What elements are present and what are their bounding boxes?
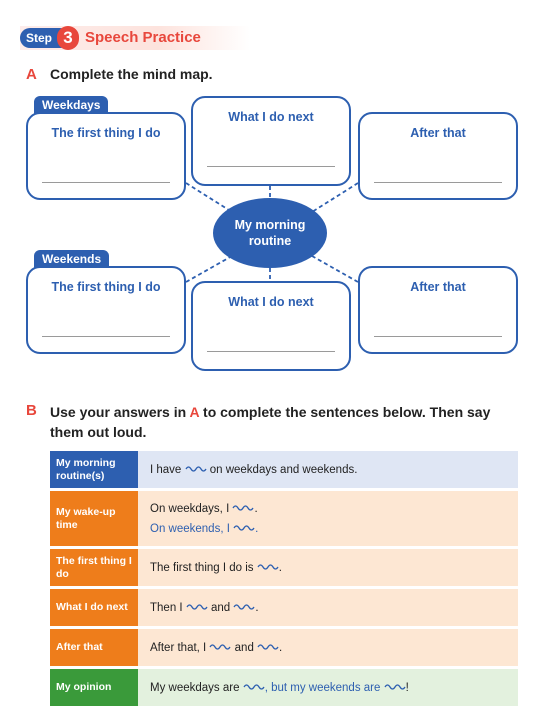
weekends-next-box[interactable] <box>191 281 351 371</box>
table-row <box>50 629 518 666</box>
row-label: What I do next <box>50 589 138 626</box>
row-sentence: On weekdays, I . On weekends, I . <box>138 491 518 546</box>
step-number: 3 <box>57 26 79 50</box>
row-label: The first thing I do <box>50 549 138 586</box>
row-sentence: My weekdays are , but my weekends are ! <box>138 669 518 706</box>
blank-wave-icon[interactable] <box>233 524 255 532</box>
row-sentence: The first thing I do is . <box>138 549 518 586</box>
box-title: The first thing I do <box>51 126 161 140</box>
box-title: What I do next <box>228 110 314 124</box>
table-row <box>50 451 518 488</box>
instruction-ref: A <box>189 404 200 420</box>
weekdays-next-box[interactable] <box>191 96 351 186</box>
blank-wave-icon[interactable] <box>233 603 255 611</box>
answer-line <box>374 336 502 337</box>
box-title: What I do next <box>228 295 314 309</box>
section-title: Speech Practice <box>85 29 201 46</box>
weekends-first-box[interactable] <box>26 266 186 354</box>
answer-line <box>207 351 335 352</box>
blank-wave-icon[interactable] <box>384 683 406 691</box>
weekdays-first-box[interactable] <box>26 112 186 200</box>
blank-wave-icon[interactable] <box>186 603 208 611</box>
section-b-letter: B <box>26 402 37 419</box>
answer-line <box>42 336 170 337</box>
instruction-line2: them out loud. <box>50 424 147 440</box>
section-b-instruction <box>50 402 490 442</box>
table-row <box>50 669 518 706</box>
table-row <box>50 549 518 586</box>
weekdays-tag: Weekdays <box>34 96 108 114</box>
row-label: After that <box>50 629 138 666</box>
row-sentence: Then I and . <box>138 589 518 626</box>
section-a-instruction: Complete the mind map. <box>50 66 213 82</box>
answer-line <box>42 182 170 183</box>
center-line-1: My morning <box>234 218 306 232</box>
section-a-letter: A <box>26 66 37 83</box>
row-label: My opinion <box>50 669 138 706</box>
row-sentence: I have on weekdays and weekends. <box>138 451 518 488</box>
center-line-2: routine <box>248 234 292 248</box>
blank-wave-icon[interactable] <box>232 504 254 512</box>
table-row <box>50 491 518 546</box>
answer-line <box>374 182 502 183</box>
blank-wave-icon[interactable] <box>257 643 279 651</box>
row-label: My morning routine(s) <box>50 451 138 488</box>
instruction-part: Use your answers in <box>50 404 190 420</box>
weekdays-after-box[interactable] <box>358 112 518 200</box>
blank-wave-icon[interactable] <box>185 465 207 473</box>
mindmap-center <box>213 198 327 268</box>
box-title: After that <box>410 126 466 140</box>
table-row <box>50 589 518 626</box>
box-title: After that <box>410 280 466 294</box>
blank-wave-icon[interactable] <box>209 643 231 651</box>
answer-line <box>207 166 335 167</box>
blank-wave-icon[interactable] <box>243 683 265 691</box>
row-label: My wake-up time <box>50 491 138 546</box>
box-title: The first thing I do <box>51 280 161 294</box>
row-sentence: After that, I and . <box>138 629 518 666</box>
blank-wave-icon[interactable] <box>257 563 279 571</box>
instruction-part: to complete the sentences below. Then say <box>199 404 491 420</box>
weekends-tag: Weekends <box>34 250 109 268</box>
weekends-after-box[interactable] <box>358 266 518 354</box>
step-label: Step <box>20 28 70 48</box>
